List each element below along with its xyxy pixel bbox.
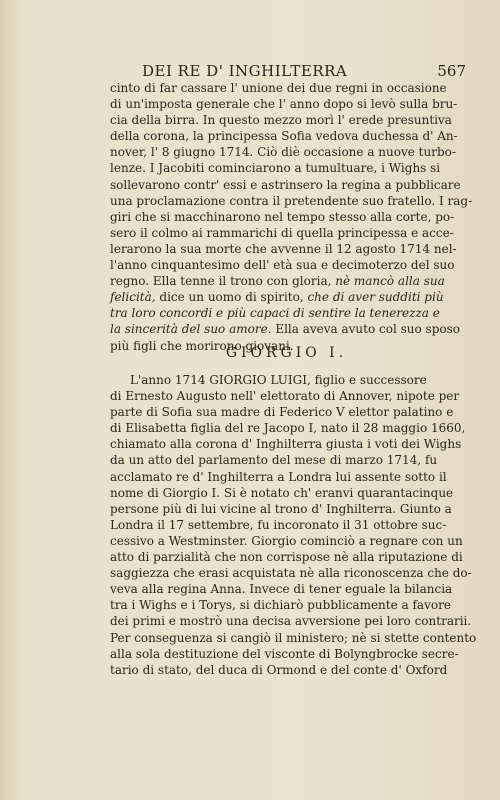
- text-line: [110, 321, 463, 337]
- text-line: [110, 273, 463, 289]
- text-line: giri che si macchinarono nel tempo stesso alla corte, po-: [110, 209, 455, 224]
- text-line: nover, l' 8 giugno 1714. Ciò diè occasione a nuove turbo-: [110, 145, 456, 160]
- text-line: della corona, la principessa Sofia vedova duchessa d' An-: [110, 129, 458, 144]
- text-line: di Elisabetta figlia del re Jacopo I, nato il 28 maggio 1660,: [110, 421, 466, 436]
- text-line: lenze. I Jacobiti cominciarono a tumultuare, i Wighs si: [110, 161, 441, 176]
- text-line: L'anno 1714 GIORGIO LUIGI, figlio e successore: [130, 373, 427, 387]
- text-line: cessivo a Westminster. Giorgio cominciò a regnare con un: [110, 533, 463, 548]
- text-line: da un atto del parlamento del mese di marzo 1714, fu: [110, 453, 438, 468]
- paragraph-2: [110, 372, 477, 678]
- text-line: più figli che morirono giovani.: [110, 338, 294, 353]
- text-line: acclamato re d' Inghilterra a Londra lui assente sotto il: [110, 469, 447, 484]
- text-line: [110, 305, 463, 321]
- section-title: GIORGIO I.: [225, 345, 348, 361]
- italic-quote: tra loro concordi e più capaci di sentire la tenerezza e: [110, 306, 440, 321]
- text-line: dei primi e mostrò una decisa avversione pei loro contrarii.: [110, 614, 472, 629]
- text-line: cia della birra. In questo mezzo morì l' erede presuntiva: [110, 113, 452, 128]
- text-line: nome di Giorgio I. Si è notato ch' eranvi quarantacinque: [110, 485, 454, 500]
- text-line: Per conseguenza si cangiò il ministero; nè si stette contento: [110, 630, 477, 645]
- text-line: sollevarono contr' essi e astrinsero la regina a pubblicare: [110, 177, 461, 192]
- text-line: lerarono la sua morte che avvenne il 12 agosto 1714 nel-: [110, 241, 457, 256]
- text-segment: regno. Ella tenne il trono con gloria,: [110, 274, 332, 289]
- running-head: DEI RE D' INGHILTERRA: [142, 62, 348, 80]
- page-number: 567: [437, 62, 466, 80]
- italic-quote: felicità,: [110, 290, 156, 305]
- text-line: saggiezza che erasi acquistata nè alla riconoscenza che do-: [110, 566, 472, 581]
- text-line: parte di Sofia sua madre di Federico V elettor palatino e: [110, 405, 454, 420]
- text-line: chiamato alla corona d' Inghilterra giusta i voti dei Wighs: [110, 437, 462, 452]
- italic-quote: nè mancò alla sua: [335, 274, 445, 289]
- text-line: [110, 289, 463, 305]
- italic-quote: che di aver sudditi più: [307, 290, 444, 305]
- text-line: l'anno cinquantesimo dell' età sua e decimoterzo del suo: [110, 258, 455, 273]
- text-segment: Ella aveva avuto col suo sposo: [271, 322, 460, 337]
- text-line: cinto di far cassare l' unione dei due regni in occasione: [110, 81, 447, 95]
- text-line: persone più di lui vicine al trono d' Inghilterra. Giunto a: [110, 501, 452, 516]
- text-line: veva alla regina Anna. Invece di tener eguale la bilancia: [110, 582, 453, 597]
- paragraph-1: [110, 80, 473, 354]
- text-line: sero il colmo ai rammarichi di quella principessa e acce-: [110, 225, 454, 240]
- text-line: tra i Wighs e i Torys, si dichiarò pubblicamente a favore: [110, 598, 451, 613]
- text-line: tario di stato, del duca di Ormond e del conte d' Oxford: [110, 662, 448, 677]
- text-line: alla sola destituzione del visconte di Bolyngbrocke secre-: [110, 646, 459, 661]
- text-line: di un'imposta generale che l' anno dopo si levò sulla bru-: [110, 97, 458, 112]
- text-segment: dice un uomo di spirito,: [155, 290, 308, 305]
- page-header: [110, 62, 466, 82]
- text-line: una proclamazione contra il pretendente suo fratello. I rag-: [110, 193, 473, 208]
- text-line: Londra il 17 settembre, fu incoronato il 31 ottobre suc-: [110, 517, 447, 532]
- italic-quote: la sincerità del suo amore.: [110, 322, 272, 337]
- text-line: di Ernesto Augusto nell' elettorato di Annover, nipote per: [110, 389, 460, 404]
- text-line: atto di parzialità che non corrispose nè alla riputazione di: [110, 550, 463, 565]
